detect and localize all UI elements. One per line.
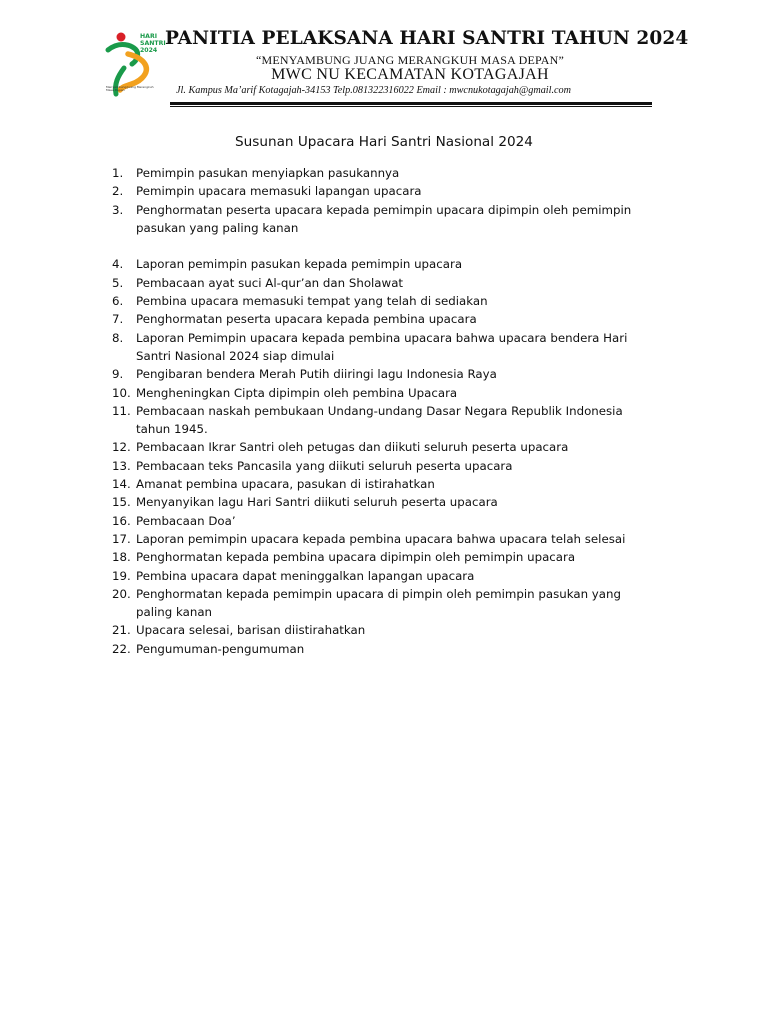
item-number: 17. xyxy=(112,531,131,546)
list-item xyxy=(112,255,657,273)
item-number: 14. xyxy=(112,477,131,492)
list-item xyxy=(112,274,657,292)
document-title: Susunan Upacara Hari Santri Nasional 2024 xyxy=(235,134,533,150)
item-number: 18. xyxy=(112,550,131,565)
item-text: Pembacaan ayat suci Al-qur’an dan Sholawat xyxy=(136,275,404,290)
item-number: 8. xyxy=(112,330,124,345)
item-number: 6. xyxy=(112,294,124,309)
item-number: 9. xyxy=(112,367,124,382)
list-item xyxy=(112,201,657,238)
item-number: 4. xyxy=(112,257,124,272)
item-text: Penghormatan peserta upacara kepada pembina upacara xyxy=(136,312,477,327)
item-text: Pengibaran bendera Merah Putih diiringi lagu Indonesia Raya xyxy=(136,367,497,382)
logo-caption: Menyambung Juang Merengkuh Masa Depan xyxy=(106,85,154,93)
letterhead-divider xyxy=(170,102,652,107)
item-text: Pemimpin upacara memasuki lapangan upacara xyxy=(136,184,422,199)
item-number: 10. xyxy=(112,385,131,400)
list-item xyxy=(112,585,657,622)
organization-name: MWC NU KECAMATAN KOTAGAJAH xyxy=(271,66,549,83)
item-text: Laporan pemimpin upacara kepada pembina upacara bahwa upacara telah selesai xyxy=(136,531,626,546)
item-text: Penghormatan kepada pemimpin upacara di pimpin oleh pemimpin pasukan yang paling kanan xyxy=(136,586,621,620)
item-text: Laporan pemimpin pasukan kepada pemimpin upacara xyxy=(136,257,463,272)
item-number: 22. xyxy=(112,641,131,656)
item-text: Laporan Pemimpin upacara kepada pembina upacara bahwa upacara bendera Hari Santri Nasional 2024 siap dimulai xyxy=(136,330,628,363)
item-text: Menyanyikan lagu Hari Santri diikuti seluruh peserta upacara xyxy=(136,495,498,510)
list-item xyxy=(112,493,657,511)
item-text: Pembacaan Ikrar Santri oleh petugas dan diikuti seluruh peserta upacara xyxy=(136,440,569,455)
item-number: 20. xyxy=(112,586,131,601)
item-number: 19. xyxy=(112,568,131,583)
list-item xyxy=(112,512,657,530)
item-text: Pembina upacara memasuki tempat yang telah di sediakan xyxy=(136,294,488,309)
item-number: 11. xyxy=(112,403,131,418)
item-number: 12. xyxy=(112,440,131,455)
item-number: 15. xyxy=(112,495,131,510)
list-item xyxy=(112,402,657,439)
committee-motto: “MENYAMBUNG JUANG MERANGKUH MASA DEPAN” xyxy=(255,53,565,67)
item-text: Penghormatan kepada pembina upacara dipimpin oleh pemimpin upacara xyxy=(136,550,576,565)
item-number: 5. xyxy=(112,275,124,290)
item-number: 3. xyxy=(112,202,124,217)
item-text: Mengheningkan Cipta dipimpin oleh pembina Upacara xyxy=(136,385,458,400)
item-number: 16. xyxy=(112,513,131,528)
item-number: 7. xyxy=(112,312,124,327)
list-item xyxy=(112,548,657,566)
list-item xyxy=(112,475,657,493)
list-item xyxy=(112,329,657,366)
item-text: Penghormatan peserta upacara kepada pemimpin upacara dipimpin oleh pemimpin pasukan yang paling kanan xyxy=(136,202,632,235)
ceremony-program-list xyxy=(112,164,657,658)
logo-text-hari: HARI xyxy=(140,33,158,40)
list-item xyxy=(112,457,657,475)
list-item xyxy=(112,182,657,200)
logo-text-year: 2024 xyxy=(140,47,158,54)
list-item xyxy=(112,567,657,585)
list-item xyxy=(112,621,657,639)
item-number: 1. xyxy=(112,166,124,180)
committee-title: PANITIA PELAKSANA HARI SANTRI TAHUN 2024 xyxy=(165,28,689,49)
list-item xyxy=(112,530,657,548)
item-text: Upacara selesai, barisan diistirahatkan xyxy=(136,623,366,638)
item-text: Pembina upacara dapat meninggalkan lapangan upacara xyxy=(136,568,475,583)
list-item xyxy=(112,164,657,182)
logo-text-santri: SANTRI xyxy=(140,40,166,47)
list-item xyxy=(112,438,657,456)
list-item xyxy=(112,384,657,402)
item-text: Pembacaan naskah pembukaan Undang-undang Dasar Negara Republik Indonesia tahun 1945. xyxy=(136,403,623,437)
item-number: 21. xyxy=(112,623,131,638)
organization-address: Jl. Kampus Ma’arif Kotagajah-34153 Telp.081322316022 Email : mwcnukotagajah@gmail.com xyxy=(176,85,571,96)
item-text: Pembacaan teks Pancasila yang diikuti seluruh peserta upacara xyxy=(136,458,513,473)
item-text: Pemimpin pasukan menyiapkan pasukannya xyxy=(136,166,400,180)
list-item xyxy=(112,640,657,658)
list-item xyxy=(112,365,657,383)
item-number: 2. xyxy=(112,184,124,199)
item-text: Pengumuman-pengumuman xyxy=(136,641,305,656)
item-number: 13. xyxy=(112,458,131,473)
list-item xyxy=(112,310,657,328)
item-text: Pembacaan Doa’ xyxy=(136,513,236,528)
item-text: Amanat pembina upacara, pasukan di istirahatkan xyxy=(136,477,435,492)
list-item xyxy=(112,292,657,310)
